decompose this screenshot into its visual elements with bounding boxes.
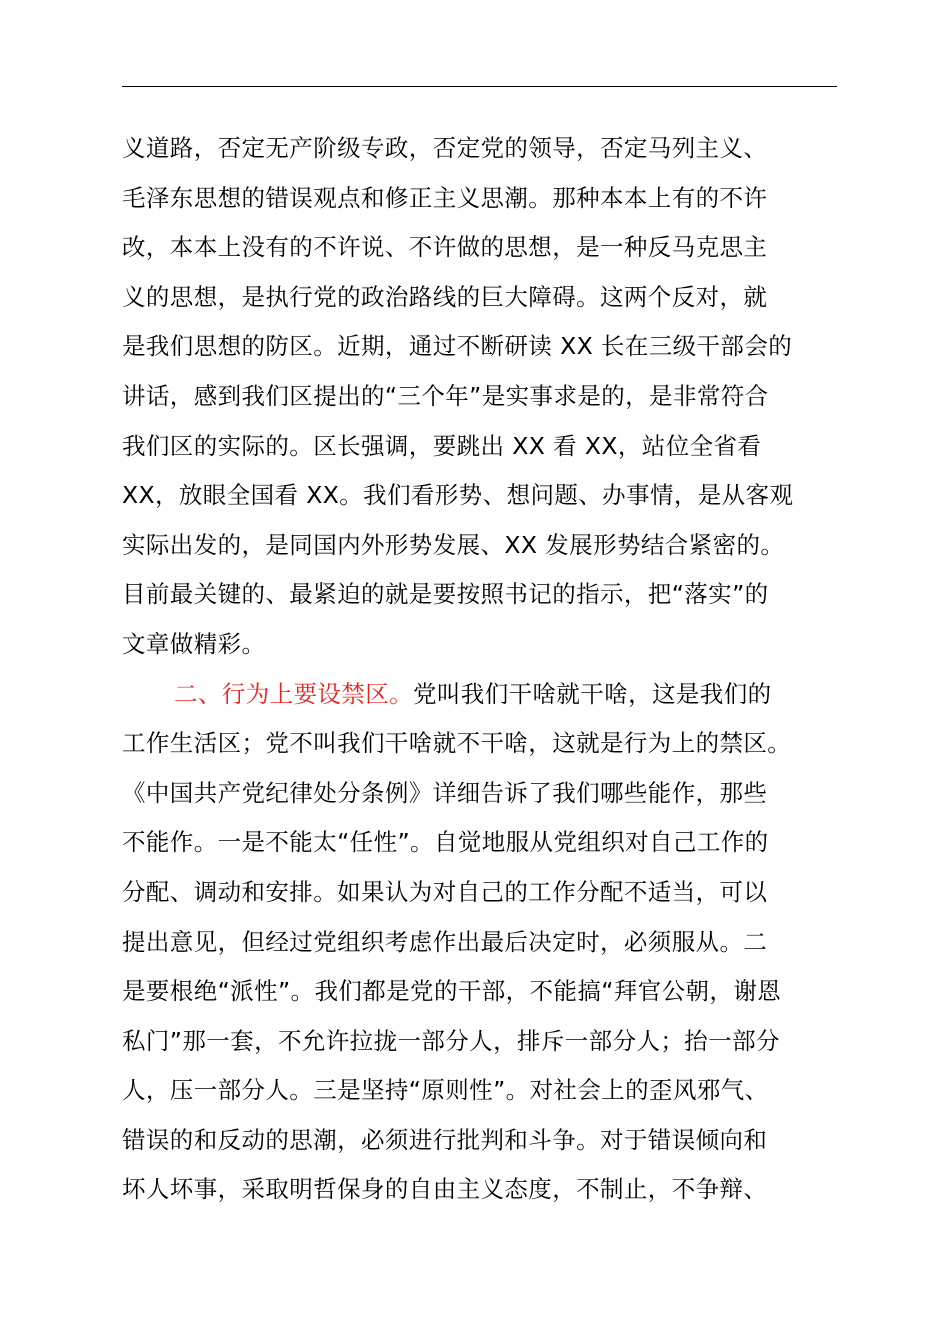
text-line: 是我们思想的防区。近期，通过不断研读 XX 长在三级干部会的 (122, 332, 793, 361)
text-line: 改，本本上没有的不许说、不许做的思想，是一种反马克思主 (122, 233, 768, 262)
text-line: 错误的和反动的思潮，必须进行批判和斗争。对于错误倾向和 (122, 1125, 768, 1154)
text-line: 讲话，感到我们区提出的“三个年”是实事求是的，是非常符合 (122, 381, 769, 410)
text-line: 我们区的实际的。区长强调，要跳出 XX 看 XX，站位全省看 (122, 431, 762, 460)
document-body (122, 124, 882, 1215)
section-2-first-line (122, 670, 882, 720)
text-line: XX，放眼全国看 XX。我们看形势、想问题、办事情，是从客观 (122, 481, 794, 510)
text-line: 人，压一部分人。三是坚持“原则性”。对社会上的歪风邪气、 (122, 1076, 769, 1105)
text-line: 《中国共产党纪律处分条例》详细告诉了我们哪些能作，那些 (122, 778, 768, 807)
text-line: 是要根绝“派性”。我们都是党的干部，不能搞“拜官公朝，谢恩 (122, 977, 782, 1006)
text-line: 实际出发的，是同国内外形势发展、XX 发展形势结合紧密的。 (122, 530, 785, 559)
text-line: 目前最关键的、最紧迫的就是要按照书记的指示，把“落实”的 (122, 580, 769, 609)
text-line: 提出意见，但经过党组织考虑作出最后决定时，必须服从。二 (122, 927, 768, 956)
text-line: 分配、调动和安排。如果认为对自己的工作分配不适当，可以 (122, 877, 768, 906)
text-line: 义的思想，是执行党的政治路线的巨大障碍。这两个反对，就 (122, 282, 768, 311)
text-line: 文章做精彩。 (122, 629, 266, 658)
text-line: 坏人坏事，采取明哲保身的自由主义态度，不制止，不争辩、 (122, 1175, 768, 1204)
section-2-heading: 二、行为上要设禁区。 (174, 679, 413, 708)
text-line: 不能作。一是不能太“任性”。自觉地服从党组织对自己工作的 (122, 828, 769, 857)
text-line: 私门”那一套，不允许拉拢一部分人，排斥一部分人；抬一部分 (122, 1026, 780, 1055)
section-2-first-line-text: 党叫我们干啥就干啥，这是我们的 (413, 679, 772, 708)
text-line: 工作生活区；党不叫我们干啥就不干啥，这就是行为上的禁区。 (122, 729, 792, 758)
text-line: 毛泽东思想的错误观点和修正主义思潮。那种本本上有的不许 (122, 183, 768, 212)
header-rule (122, 86, 837, 87)
text-line: 义道路，否定无产阶级专政，否定党的领导，否定马列主义、 (122, 134, 768, 162)
